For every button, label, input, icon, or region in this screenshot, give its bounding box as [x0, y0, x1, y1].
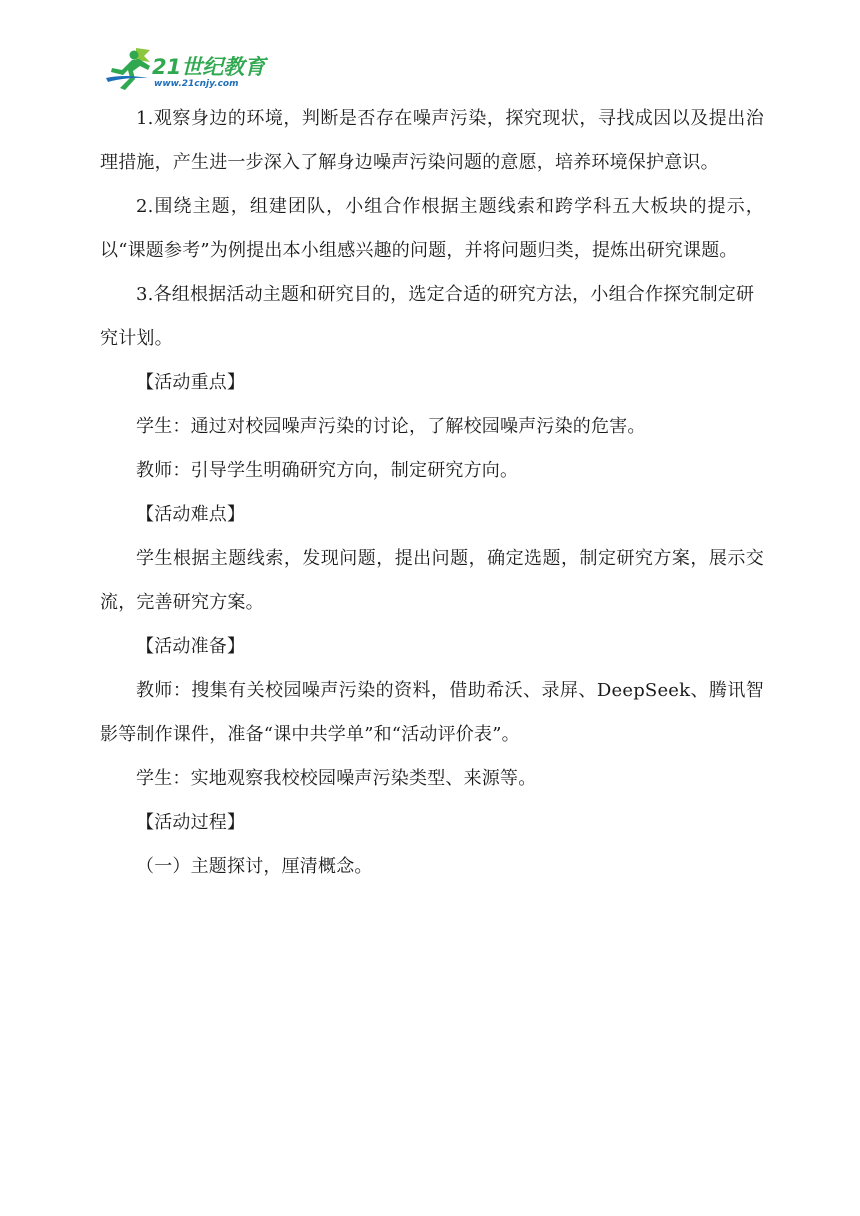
- logo-subtitle: www.21cnjy.com: [154, 79, 239, 89]
- paragraph-objective-1: 1.观察身边的环境，判断是否存在噪声污染，探究现状，寻找成因以及提出治理措施，产生进一步深入了解身边噪声污染问题的意愿，培养环境保护意识。: [100, 108, 764, 173]
- heading-preparation: 【活动准备】: [136, 636, 246, 657]
- paragraph-objective-2: 2.围绕主题，组建团队，小组合作根据主题线索和跨学科五大板块的提示，以“课题参考”为例提出本小组感兴趣的问题，并将问题归类，提炼出研究课题。: [100, 196, 764, 261]
- paragraph-objective-3: 3.各组根据活动主题和研究目的，选定合适的研究方法，小组合作探究制定研究计划。: [100, 284, 755, 349]
- document-body: [100, 97, 764, 889]
- paragraph-prep-students: 学生：实地观察我校校园噪声污染类型、来源等。: [136, 768, 537, 789]
- paragraph-prep-teacher: 教师：搜集有关校园噪声污染的资料，借助希沃、录屏、DeepSeek、腾讯智影等制作课件，准备“课中共学单”和“活动评价表”。: [100, 680, 764, 745]
- heading-process: 【活动过程】: [136, 812, 246, 833]
- paragraph-key-students: 学生：通过对校园噪声污染的讨论，了解校园噪声污染的危害。: [136, 416, 646, 437]
- logo-title: 21世纪教育: [152, 55, 266, 79]
- runner-logo-icon: [104, 44, 274, 92]
- paragraph-difficulties: 学生根据主题线索，发现问题，提出问题，确定选题，制定研究方案，展示交流，完善研究方案。: [100, 548, 764, 613]
- site-logo: [104, 44, 274, 92]
- heading-difficulties: 【活动难点】: [136, 504, 246, 525]
- paragraph-process-step-1: （一）主题探讨，厘清概念。: [136, 856, 373, 877]
- heading-key-points: 【活动重点】: [136, 372, 246, 393]
- paragraph-key-teacher: 教师：引导学生明确研究方向，制定研究方向。: [136, 460, 519, 481]
